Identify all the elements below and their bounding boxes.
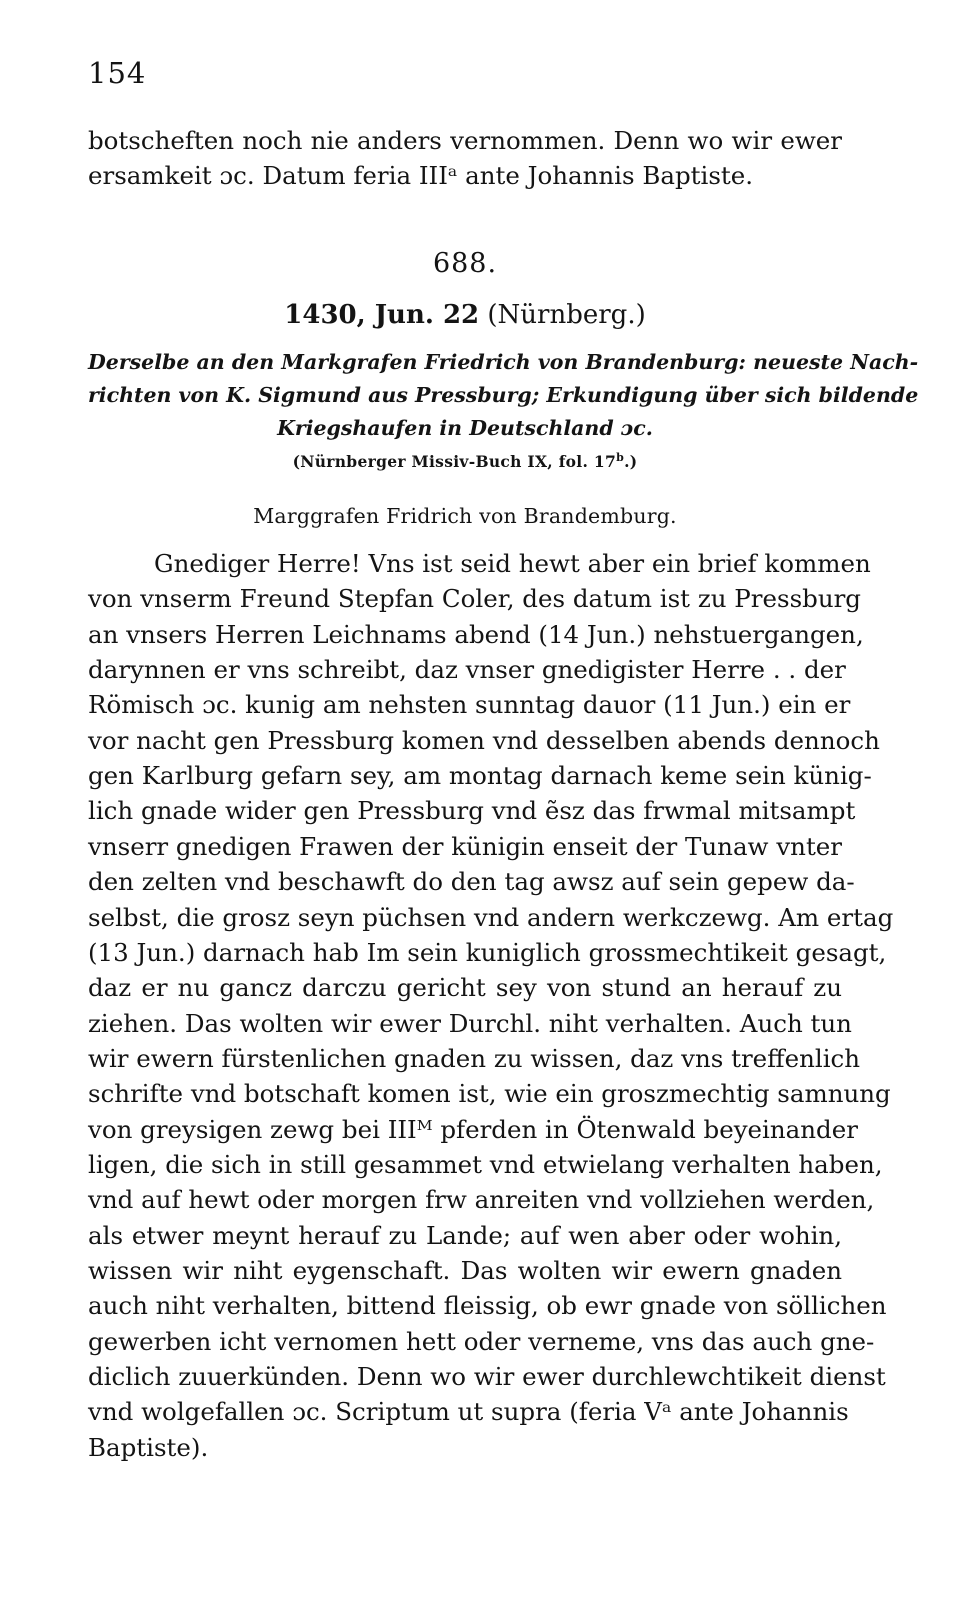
- text-line: ersamkeit ɔc. Datum feria IIIᵃ ante Johannis Baptiste.: [88, 161, 754, 190]
- body-line: ligen, die sich in still gesammet vnd etwielang verhalten haben,: [88, 1150, 883, 1179]
- document-date: 1430, Jun. 22: [284, 300, 480, 330]
- body-line: von greysigen zewg bei IIIᴹ pferden in Ötenwald beyeinander: [88, 1115, 858, 1144]
- document-page: [88, 0, 919, 1616]
- letter-address: Marggrafen Fridrich von Brandemburg.: [253, 504, 677, 528]
- body-line: vnd auf hewt oder morgen frw anreiten vnd vollziehen werden,: [88, 1185, 875, 1214]
- body-line: Baptiste).: [88, 1433, 209, 1462]
- body-line: vor nacht gen Pressburg komen vnd desselben abends dennoch: [88, 726, 880, 755]
- body-line: wissen wir niht eygenschaft. Das wolten wir ewern gnaden: [88, 1256, 842, 1285]
- document-number: 688.: [432, 248, 498, 279]
- regest-line: Kriegshaufen in Deutschland ɔc.: [277, 416, 653, 440]
- body-line: vnserr gnedigen Frawen der künigin enseit der Tunaw vnter: [88, 832, 842, 861]
- page-number: 154: [88, 56, 147, 90]
- body-line: auch niht verhalten, bittend fleissig, ob ewr gnade von söllichen: [88, 1291, 887, 1320]
- body-line: an vnsers Herren Leichnams abend (14 Jun.) nehstuergangen,: [88, 620, 864, 649]
- body-line: Gnediger Herre! Vns ist seid hewt aber ein brief kommen: [154, 549, 871, 578]
- body-line: selbst, die grosz seyn püchsen vnd andern werkczewg. Am ertag: [88, 903, 894, 932]
- regest-line: richten von K. Sigmund aus Pressburg; Erkundigung über sich bildende: [88, 383, 919, 407]
- body-line: vnd wolgefallen ɔc. Scriptum ut supra (feria Vᵃ ante Johannis: [88, 1397, 849, 1426]
- body-line: wir ewern fürstenlichen gnaden zu wissen, daz vns treffenlich: [88, 1044, 861, 1073]
- body-line: Römisch ɔc. kunig am nehsten sunntag dauor (11 Jun.) ein er: [88, 690, 851, 719]
- body-line: lich gnade wider gen Pressburg vnd ẽsz das frwmal mitsampt: [88, 796, 856, 825]
- body-line: (13 Jun.) darnach hab Im sein kuniglich grossmechtikeit gesagt,: [88, 938, 887, 967]
- text-line: botscheften noch nie anders vernommen. Denn wo wir ewer: [88, 126, 842, 155]
- body-line: gewerben icht vernomen hett oder verneme, vns das auch gne-: [88, 1327, 875, 1356]
- source-citation: (Nürnberger Missiv-Buch IX, fol. 17$^b$.): [292, 450, 638, 471]
- regest-line: Derselbe an den Markgrafen Friedrich von Brandenburg: neueste Nach-: [88, 350, 919, 374]
- body-line: gen Karlburg gefarn sey, am montag darnach keme sein künig-: [88, 761, 872, 790]
- body-line: ziehen. Das wolten wir ewer Durchl. niht verhalten. Auch tun: [88, 1009, 852, 1038]
- document-dateline: [88, 300, 842, 330]
- body-line: daz er nu gancz darczu gericht sey von stund an herauf zu: [88, 973, 842, 1002]
- document-place: (Nürnberg.): [487, 300, 646, 330]
- body-line: schrifte vnd botschaft komen ist, wie ein groszmechtig samnung: [88, 1079, 891, 1108]
- body-line: von vnserm Freund Stepfan Coler, des datum ist zu Pressburg: [88, 584, 861, 613]
- body-line: diclich zuuerkünden. Denn wo wir ewer durchlewchtikeit dienst: [88, 1362, 886, 1391]
- body-line: darynnen er vns schreibt, daz vnser gnedigister Herre . . der: [88, 655, 846, 684]
- body-line: als etwer meynt herauf zu Lande; auf wen aber oder wohin,: [88, 1221, 842, 1250]
- body-line: den zelten vnd beschawft do den tag awsz auf sein gepew da-: [88, 867, 855, 896]
